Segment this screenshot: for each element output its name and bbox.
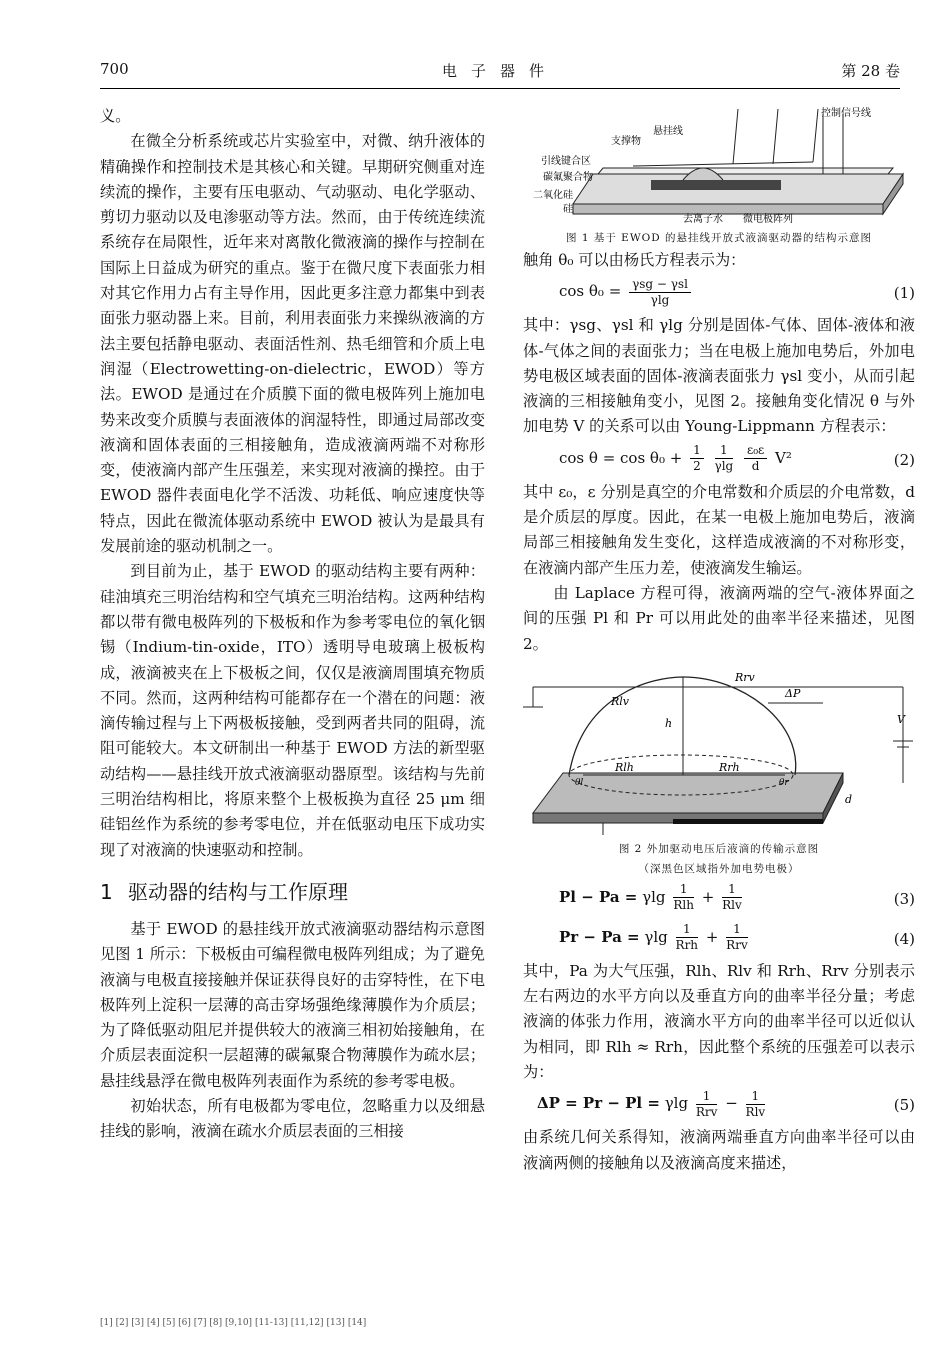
ref-2: [2]: [115, 1318, 129, 1328]
fig2-label-dp: ΔP: [785, 686, 801, 700]
eq2-f1-bot: 2: [693, 459, 701, 474]
fig2-label-theta-r: θr: [779, 777, 789, 788]
equation-3: [523, 879, 915, 919]
eq4-f2-top: 1: [726, 922, 748, 938]
fig1-label-fluoro: 碳氟聚合物: [543, 172, 593, 183]
reference-markers: [100, 1318, 900, 1328]
eq2-f3-top: ε₀ε: [744, 443, 767, 459]
para-structure-desc: 基于 EWOD 的悬挂线开放式液滴驱动器结构示意图见图 1 所示：下极板由可编程微电极阵列组成；为了避免液滴与电极直接接触并保证获得良好的击穿特性，在下电极阵列上淀积一层薄的高击穿场强绝缘薄膜作为介质层；为了降低驱动阻尼并提供较大的液滴三相初始接触角，在介质层表面淀积一层超薄的碳氟聚合物薄膜作为疏水层；悬挂线悬浮在微电极阵列表面作为系统的参考零电极。: [100, 919, 485, 1090]
fig2-label-rrv: Rrv: [735, 670, 755, 684]
eq5-f2-top: 1: [746, 1089, 766, 1105]
eq2-f2-top: 1: [715, 443, 734, 459]
para-initial-state: 初始状态，所有电极都为零电位，忽略重力以及细悬挂线的影响，液滴在疏水介质层表面的三相接: [100, 1096, 485, 1141]
eq4-lhs: Pr − Pa =: [559, 927, 640, 946]
eq5-f1-bot: Rrv: [695, 1104, 718, 1119]
eq4-f1-top: 1: [676, 922, 699, 938]
figure-2-caption: 图 2 外加驱动电压后液滴的传输示意图: [618, 842, 820, 855]
eq2-f3-bot: d: [751, 459, 760, 474]
figure-1-drawing: [523, 104, 915, 224]
eq1-denominator: γlg: [650, 292, 670, 307]
ref-8: [8]: [209, 1318, 223, 1328]
eq1-numerator: γsg − γsl: [629, 277, 691, 293]
para-intro: 在微全分析系统或芯片实验室中，对微、纳升液体的精确操作和控制技术是其核心和关键。早期研究侧重对连续流的操作，主要有压电驱动、气动驱动、电化学驱动、剪切力驱动以及电渗驱动等方法。然而，由于传统连续流系统存在局限性，近年来对离散化微液滴的操作与控制在国际上日益成为研究的重点。鉴于在微尺度下表面张力相对其它作用力占有主导作用，因此更多注意力都集中到表面张力驱动器上来。目前，利用表面张力来操纵液滴的方法主要包括静电驱动、表面活性剂、热毛细管和介质上电润湿（Electrowetting-on-dielectric，EWOD）等方法。EWOD 是通过在介质膜下面的微电极阵列上施加电势来改变介质膜与表面液体的润湿特性，即通过局部改变液滴和固体表面的三相接触角，造成液滴两端不对称形变，使液滴内部产生压强差，来实现对液滴的操控。由于 EWOD 器件表面电化学不活泼、功耗低、响应速度快等特点，因此在微流体驱动系统中 EWOD 被认为是最具有发展前途的驱动机制之一。: [100, 132, 485, 556]
ref-5: [5]: [162, 1318, 176, 1328]
ref-14: [14]: [347, 1318, 367, 1328]
eq3-f2-top: 1: [722, 882, 742, 898]
eq2-tail: V²: [775, 448, 792, 467]
eq5-f1-top: 1: [696, 1089, 718, 1105]
fig2-label-h: h: [665, 716, 673, 730]
section-title: 驱动器的结构与工作原理: [128, 879, 348, 904]
fig2-label-rlv: Rlv: [611, 694, 630, 708]
text-radii: 其中，Pa 为大气压强，Rlh、Rlv 和 Rrh、Rrv 分别表示左右两边的水平方向以及垂直方向的曲率半径分量；考虑液滴的体张力作用，液滴水平方向的曲率半径可以近似认为相同，即 Rlh ≈ Rrh，因此整个系统的压强差可以表示为：: [523, 961, 915, 1082]
eq5-gamma: γlg: [664, 1094, 689, 1113]
fig1-label-bond: 引线键合区: [541, 156, 591, 167]
eq4-number: (4): [893, 929, 915, 948]
eq3-gamma: γlg: [642, 887, 666, 906]
eq2-f2-bot: γlg: [714, 459, 734, 474]
eq5-minus: −: [725, 1094, 738, 1113]
fig2-label-d: d: [845, 792, 853, 806]
eq1-lhs: cos θ₀ =: [559, 282, 622, 301]
eq2-f1-top: 1: [690, 443, 704, 459]
figure-2: [523, 663, 915, 835]
ref-7: [7]: [193, 1318, 207, 1328]
eq4-plus: +: [705, 927, 719, 946]
fig1-label-si: 硅: [563, 204, 573, 215]
fig1-label-electrodes: 微电极阵列: [743, 214, 793, 224]
equation-1: [523, 273, 915, 313]
ref-13: [13]: [326, 1318, 345, 1328]
ref-11: [11-13]: [254, 1318, 288, 1328]
ref-6: [6]: [178, 1318, 191, 1328]
fig2-label-rlh: Rlh: [615, 760, 634, 774]
fig2-label-v: V: [897, 712, 905, 726]
ref-1: [1]: [100, 1318, 113, 1328]
section-number: 1: [100, 879, 113, 904]
section-heading: [100, 877, 485, 907]
eq2-lhs: cos θ = cos θ₀ +: [559, 448, 683, 467]
eq3-f1-bot: Rlh: [673, 898, 694, 913]
ref-9: [9,10]: [225, 1318, 253, 1328]
figure-2-subcaption: （深黑色区域指外加电势电极）: [638, 862, 800, 875]
page-number: 700: [100, 60, 129, 78]
left-column: [100, 104, 485, 1145]
eq5-lhs: ΔP = Pr − Pl =: [537, 1094, 660, 1113]
ref-11b: [11,12]: [290, 1318, 324, 1328]
fig1-label-control: 控制信号线: [821, 108, 871, 119]
fig1-label-wire: 悬挂线: [653, 126, 683, 137]
equation-5: [523, 1085, 915, 1125]
eq2-number: (2): [893, 450, 915, 469]
text-dielectric: 其中 ε₀，ε 分别是真空的介电常数和介质层的介电常数，d 是介质层的厚度。因此，在某一电极上施加电势后，液滴局部三相接触角发生变化，这样造成液滴的不对称形变，在液滴内部产生压力差，使液滴发生输运。: [523, 482, 915, 577]
header-rule: [100, 88, 900, 89]
figure-2-drawing: [523, 663, 915, 835]
equation-4: [523, 919, 915, 959]
eq4-f1-bot: Rrh: [675, 938, 699, 953]
figure-1-caption: 图 1 基于 EWOD 的悬挂线开放式液滴驱动器的结构示意图: [565, 232, 872, 244]
eq3-number: (3): [893, 889, 915, 908]
eq3-f1-top: 1: [673, 882, 694, 898]
volume-label: 第 28 卷: [841, 62, 900, 80]
eq4-gamma: γlg: [644, 927, 668, 946]
fig2-label-theta-l: θl: [575, 777, 584, 788]
text-young-intro: 触角 θ₀ 可以由杨氏方程表示为：: [523, 251, 746, 269]
right-column: [523, 104, 915, 1176]
text-geometry: 由系统几何关系得知，液滴两端垂直方向曲率半径可以由液滴两侧的接触角以及液滴高度来描述，: [523, 1128, 915, 1172]
eq3-plus: +: [701, 887, 715, 906]
journal-name: 电子器件: [441, 62, 558, 80]
para-structures: 到目前为止，基于 EWOD 的驱动结构主要有两种：硅油填充三明治结构和空气填充三明治结构。这两种结构都以带有微电极阵列的下极板和作为参考零电位的氧化铟锡（Indium-tin-oxide，ITO）透明导电玻璃上极板构成，液滴被夹在上下极板之间，仅仅是液滴周围填充物质不同。然而，这两种结构可能都存在一个潜在的问题：液滴传输过程与上下两极板接触，受到两者共同的阻碍，流阻可能较大。本文研制出一种基于 EWOD 方法的新型驱动结构——悬挂线开放式液滴驱动器原型。该结构与先前三明治结构相比，将原来整个上极板换为直径 25 μm 细硅铝丝作为系统的参考零电位，并在低驱动电压下成功实现了对液滴的快速驱动和控制。: [100, 562, 485, 859]
ref-4: [4]: [146, 1318, 160, 1328]
fig1-label-water: 去离子水: [683, 214, 723, 224]
eq4-f2-bot: Rrv: [726, 938, 748, 953]
para-continued: 义。: [100, 107, 131, 125]
text-laplace: 由 Laplace 方程可得，液滴两端的空气-液体界面之间的压强 Pl 和 Pr 可以用此处的曲率半径来描述，见图 2。: [523, 583, 915, 653]
page-header: [100, 60, 900, 84]
fig1-label-sio2: 二氧化硅: [533, 190, 573, 201]
ref-3: [3]: [131, 1318, 144, 1328]
eq3-f2-bot: Rlv: [722, 898, 742, 913]
figure-1: [523, 104, 915, 224]
eq3-lhs: Pl − Pa =: [559, 887, 638, 906]
text-surface-tension: 其中：γsg、γsl 和 γlg 分别是固体-气体、固体-液体和液体-气体之间的表面张力；当在电极上施加电势后，外加电势电极区域表面的固体-液滴表面张力 γsl 变小，从而引起液滴的三相接触角变小，见图 2。接触角变化情况 θ 与外加电势 V 的关系可以由 Young-Lippmann 方程表示：: [523, 316, 915, 436]
eq5-number: (5): [893, 1096, 915, 1115]
eq1-number: (1): [893, 284, 915, 303]
fig1-label-support: 支撑物: [611, 136, 641, 147]
equation-2: [523, 440, 915, 480]
fig2-label-rrh: Rrh: [719, 760, 740, 774]
eq5-f2-bot: Rlv: [745, 1104, 766, 1119]
